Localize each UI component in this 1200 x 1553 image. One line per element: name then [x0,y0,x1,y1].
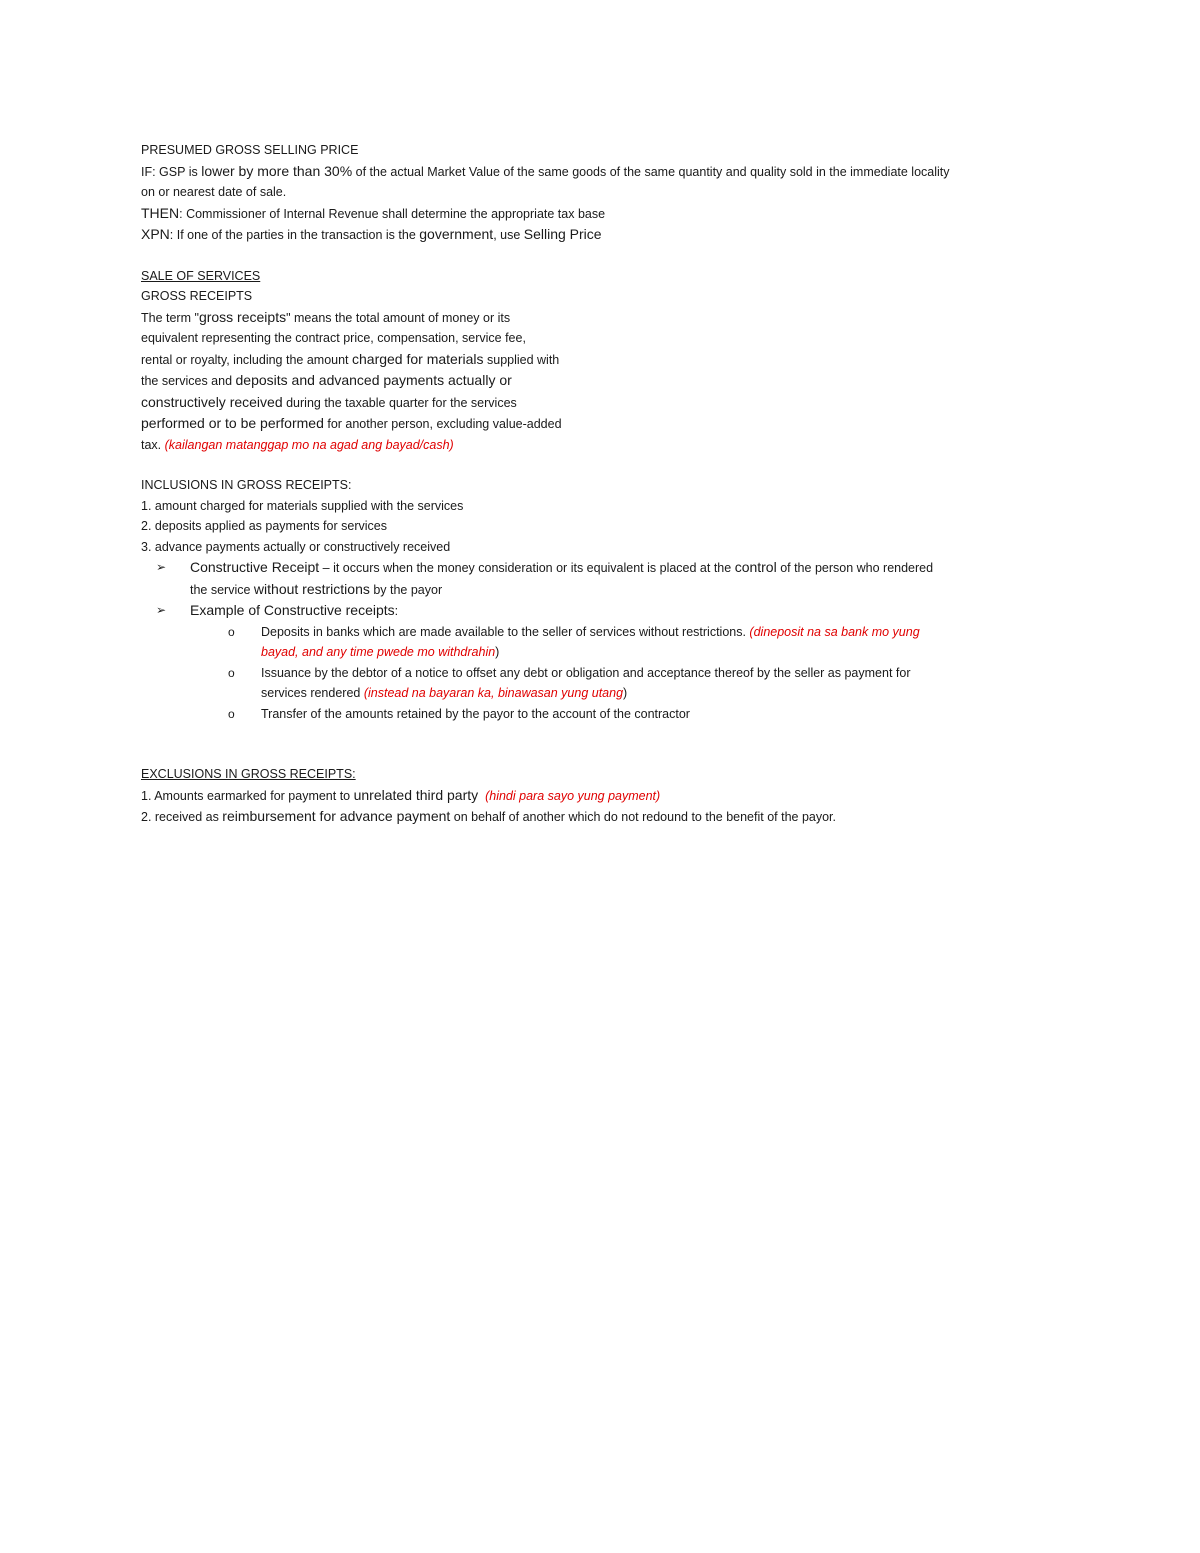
text: services rendered [261,686,364,700]
sub-item-deposits [141,622,1081,663]
red-note: (dineposit na sa bank mo yung [749,624,920,639]
text: Issuance by the debtor of a notice to offset any debt or obligation and acceptance thereof by the seller as payment for [261,665,911,680]
section-title-presumed-gsp [141,140,1081,161]
xpn-label: XPN [141,226,170,242]
red-note: (kailangan matanggap mo na agad ang bayad/cash) [164,437,454,452]
text: 1. Amounts earmarked for payment to [141,788,354,803]
arrow-bullet-icon: ➢ [156,560,167,574]
list-item [141,785,1081,807]
if-line2-text: on or nearest date of sale. [141,185,287,199]
list-item [141,806,1081,828]
text: : [394,604,399,618]
text: supplied with [483,352,560,367]
text: for another person, excluding value-added [323,417,562,431]
definition-line-4 [141,370,1081,392]
emphasis: deposits and advanced payments actually or [235,372,512,388]
text: by the payor [369,582,443,597]
text: Deposits in banks which are made available to the seller of services without restrictions. [261,624,750,639]
then-text: : Commissioner of Internal Revenue shall determine the appropriate tax base [179,206,606,221]
emphasis: Constructive Receipt [190,559,320,575]
section-title-exclusions [141,764,1081,785]
text: " means the total amount of money or its [286,310,511,325]
if-line [141,161,1081,183]
red-note: (hindi para sayo yung payment) [485,788,661,803]
emphasis: reimbursement for advance payment [222,808,451,824]
text: during the taxable quarter for the services [282,395,517,410]
arrow-item-constructive-receipt [141,557,1081,600]
text: the service [190,582,254,597]
text: – it occurs when the money consideration or its equivalent is placed at the [319,561,735,575]
definition-line-3 [141,349,1081,371]
circle-bullet-icon: o [228,665,235,680]
document-page [141,140,1081,828]
list-item [141,516,1081,537]
if-rest: of the actual Market Value of the same goods of the same quantity and quality sold in the immediate locality [352,164,950,179]
emphasis: constructively received [141,393,283,410]
text: ) [623,686,628,700]
section-title-sale-of-services [141,266,1081,287]
circle-bullet-icon: o [228,706,235,721]
definition-line-1 [141,307,1081,329]
subtitle-text: GROSS RECEIPTS [141,289,253,303]
emphasis: control [734,559,777,575]
text: 2. received as [141,810,223,824]
text: 3. advance payments actually or constructively received [141,539,451,554]
text: 1. amount charged for materials supplied with the services [141,498,464,513]
text: Transfer of the amounts retained by the payor to the account of the contractor [261,706,690,721]
title-text: SALE OF SERVICES [141,268,261,283]
circle-bullet-icon: o [228,624,235,639]
definition-line-6 [141,413,1081,435]
red-note: (instead na bayaran ka, binawasan yung utang [363,686,624,700]
definition-line-2 [141,328,1081,349]
if-emphasis: lower by more than 30% [201,162,353,179]
text: The term " [141,310,199,325]
title-text: EXCLUSIONS IN GROSS RECEIPTS: [141,767,356,781]
text: tax. [141,437,165,452]
text: ) [495,645,500,659]
red-note: bayad, and any time pwede mo withdrahin [261,645,496,659]
arrow-bullet-icon: ➢ [156,603,167,617]
text: of the person who rendered [776,561,934,575]
subtitle-gross-receipts [141,286,1081,307]
section-title-inclusions [141,475,1081,496]
definition-line-5 [141,392,1081,414]
text: the services and [141,374,236,388]
xpn-mid: , use [493,228,524,242]
definition-line-7 [141,435,1081,456]
text: on behalf of another which do not redound to the benefit of the payor. [450,810,836,824]
text: equivalent representing the contract price, compensation, service fee, [141,331,526,345]
then-line [141,203,1081,225]
list-item [141,537,1081,558]
text: 2. deposits applied as payments for services [141,519,387,533]
title-text: PRESUMED GROSS SELLING PRICE [141,143,359,157]
arrow-item-examples [141,600,1081,622]
emphasis: Example of Constructive receipts [190,602,395,618]
list-item [141,496,1081,517]
emphasis: without restrictions [253,580,370,597]
if-line-2 [141,182,1081,203]
emphasis: gross receipts [198,308,287,325]
text: rental or royalty, including the amount [141,352,352,367]
emphasis: charged for materials [352,350,484,367]
xpn-emphasis-government: government [419,226,494,242]
xpn-text: : If one of the parties in the transaction is the [169,228,420,242]
emphasis: performed or to be performed [141,415,324,431]
then-label: THEN [141,204,180,221]
if-label: IF: GSP is [141,164,202,179]
xpn-line [141,224,1081,246]
sub-item-transfer [141,704,1081,725]
sub-item-issuance [141,663,1081,704]
title-text: INCLUSIONS IN GROSS RECEIPTS: [141,478,352,492]
xpn-emphasis-selling-price: Selling Price [523,226,602,242]
emphasis: unrelated third party [353,786,479,803]
